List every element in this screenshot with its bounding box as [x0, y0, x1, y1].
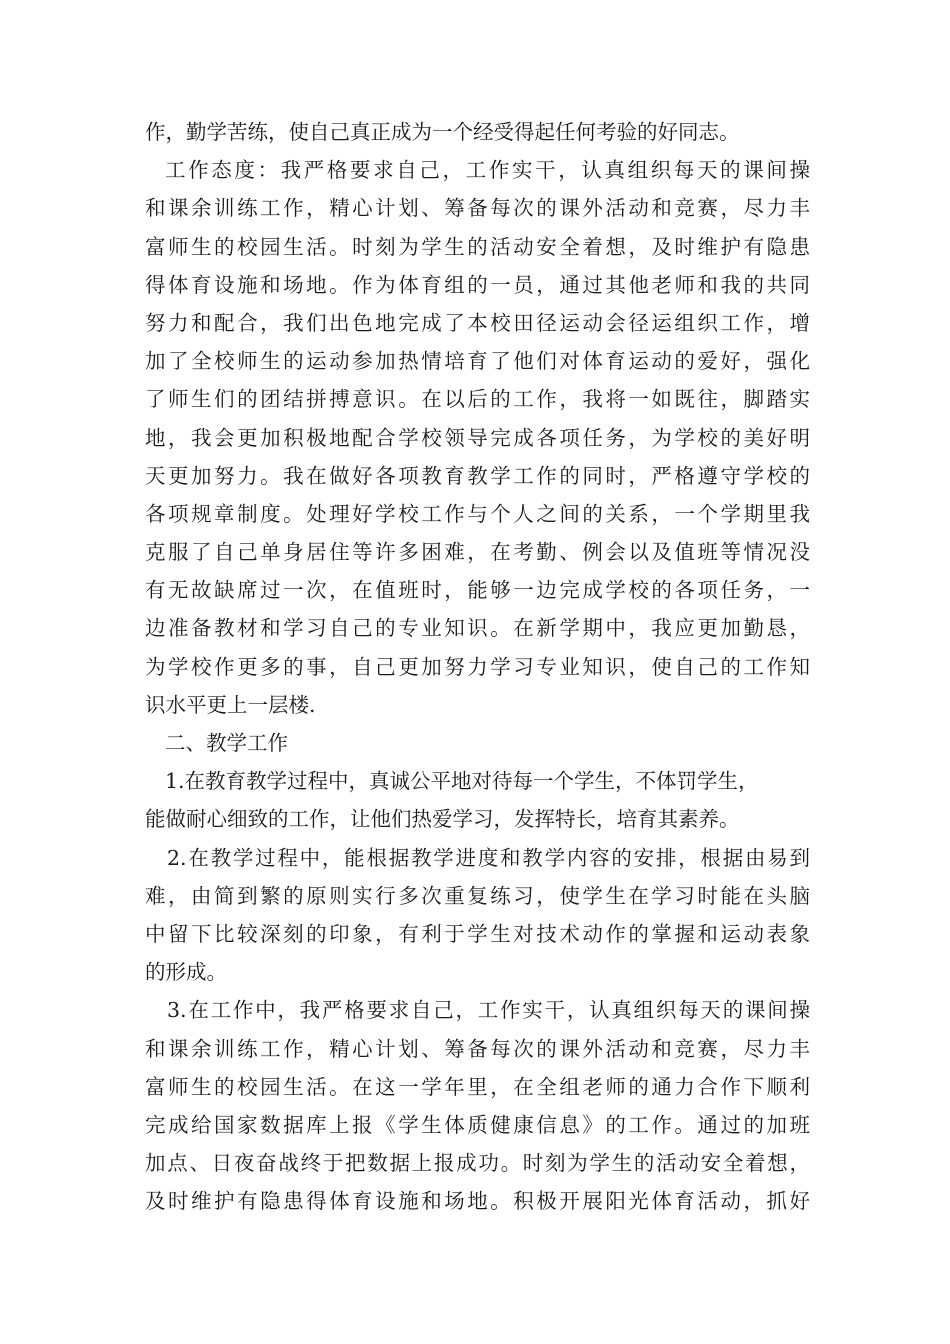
text-line: 和课余训练工作，精心计划、筹备每次的课外活动和竞赛，尽力丰 — [145, 1036, 810, 1061]
text-line: 的形成。 — [145, 960, 227, 985]
text-line: 地，我会更加积极地配合学校领导完成各项任务，为学校的美好明 — [145, 425, 810, 450]
text-line: 富师生的校园生活。在这一学年里，在全组老师的通力合作下顺利 — [145, 1074, 810, 1099]
text-line: 有无故缺席过一次，在值班时，能够一边完成学校的各项任务，一 — [145, 578, 810, 603]
text-line: 边准备教材和学习自己的专业知识。在新学期中，我应更加勤恳， — [145, 616, 810, 641]
text-line: 为学校作更多的事，自己更加努力学习专业知识，使自己的工作知 — [145, 654, 810, 679]
text-line: 能做耐心细致的工作，让他们热爱学习，发挥特长，培育其素养。 — [145, 807, 740, 832]
document-body — [145, 113, 810, 1220]
text-line: 了师生们的团结拼搏意识。在以后的工作，我将一如既往，脚踏实 — [145, 387, 810, 412]
text-line: 2.在教学过程中，能根据教学进度和教学内容的安排，根据由易到 — [167, 845, 810, 870]
text-line: 天更加努力。我在做好各项教育教学工作的同时，严格遵守学校的 — [145, 463, 810, 488]
text-line: 各项规章制度。处理好学校工作与个人之间的关系，一个学期里我 — [145, 501, 810, 526]
text-line: 工作态度：我严格要求自己，工作实干，认真组织每天的课间操 — [165, 158, 810, 183]
text-line: 完成给国家数据库上报《学生体质健康信息》的工作。通过的加班 — [145, 1112, 810, 1137]
text-line: 得体育设施和场地。作为体育组的一员，通过其他老师和我的共同 — [145, 272, 810, 297]
text-line: 3.在工作中，我严格要求自己，工作实干，认真组织每天的课间操 — [167, 998, 810, 1023]
text-line: 中留下比较深刻的印象，有利于学生对技术动作的掌握和运动表象 — [145, 921, 810, 946]
text-line: 和课余训练工作，精心计划、筹备每次的课外活动和竞赛，尽力丰 — [145, 196, 810, 221]
text-line: 加点、日夜奋战终于把数据上报成功。时刻为学生的活动安全着想， — [145, 1151, 810, 1176]
text-line: 克服了自己单身居住等许多困难，在考勤、例会以及值班等情况没 — [145, 540, 810, 565]
text-line: 二、教学工作 — [165, 731, 288, 755]
text-line: 作，勤学苦练，使自己真正成为一个经受得起任何考验的好同志。 — [145, 120, 740, 144]
text-line: 富师生的校园生活。时刻为学生的活动安全着想，及时维护有隐患 — [145, 234, 810, 259]
text-line: 及时维护有隐患得体育设施和场地。积极开展阳光体育活动，抓好 — [145, 1189, 810, 1214]
text-line: 1.在教育教学过程中，真诚公平地对待每一个学生，不体罚学生， — [165, 769, 759, 794]
text-line: 努力和配合，我们出色地完成了本校田径运动会径运组织工作，增 — [145, 310, 810, 335]
text-line: 难，由简到繁的原则实行多次重复练习，使学生在学习时能在头脑 — [145, 883, 810, 908]
text-line: 加了全校师生的运动参加热情培育了他们对体育运动的爱好，强化 — [145, 349, 810, 374]
text-line: 识水平更上一层楼. — [145, 692, 316, 717]
